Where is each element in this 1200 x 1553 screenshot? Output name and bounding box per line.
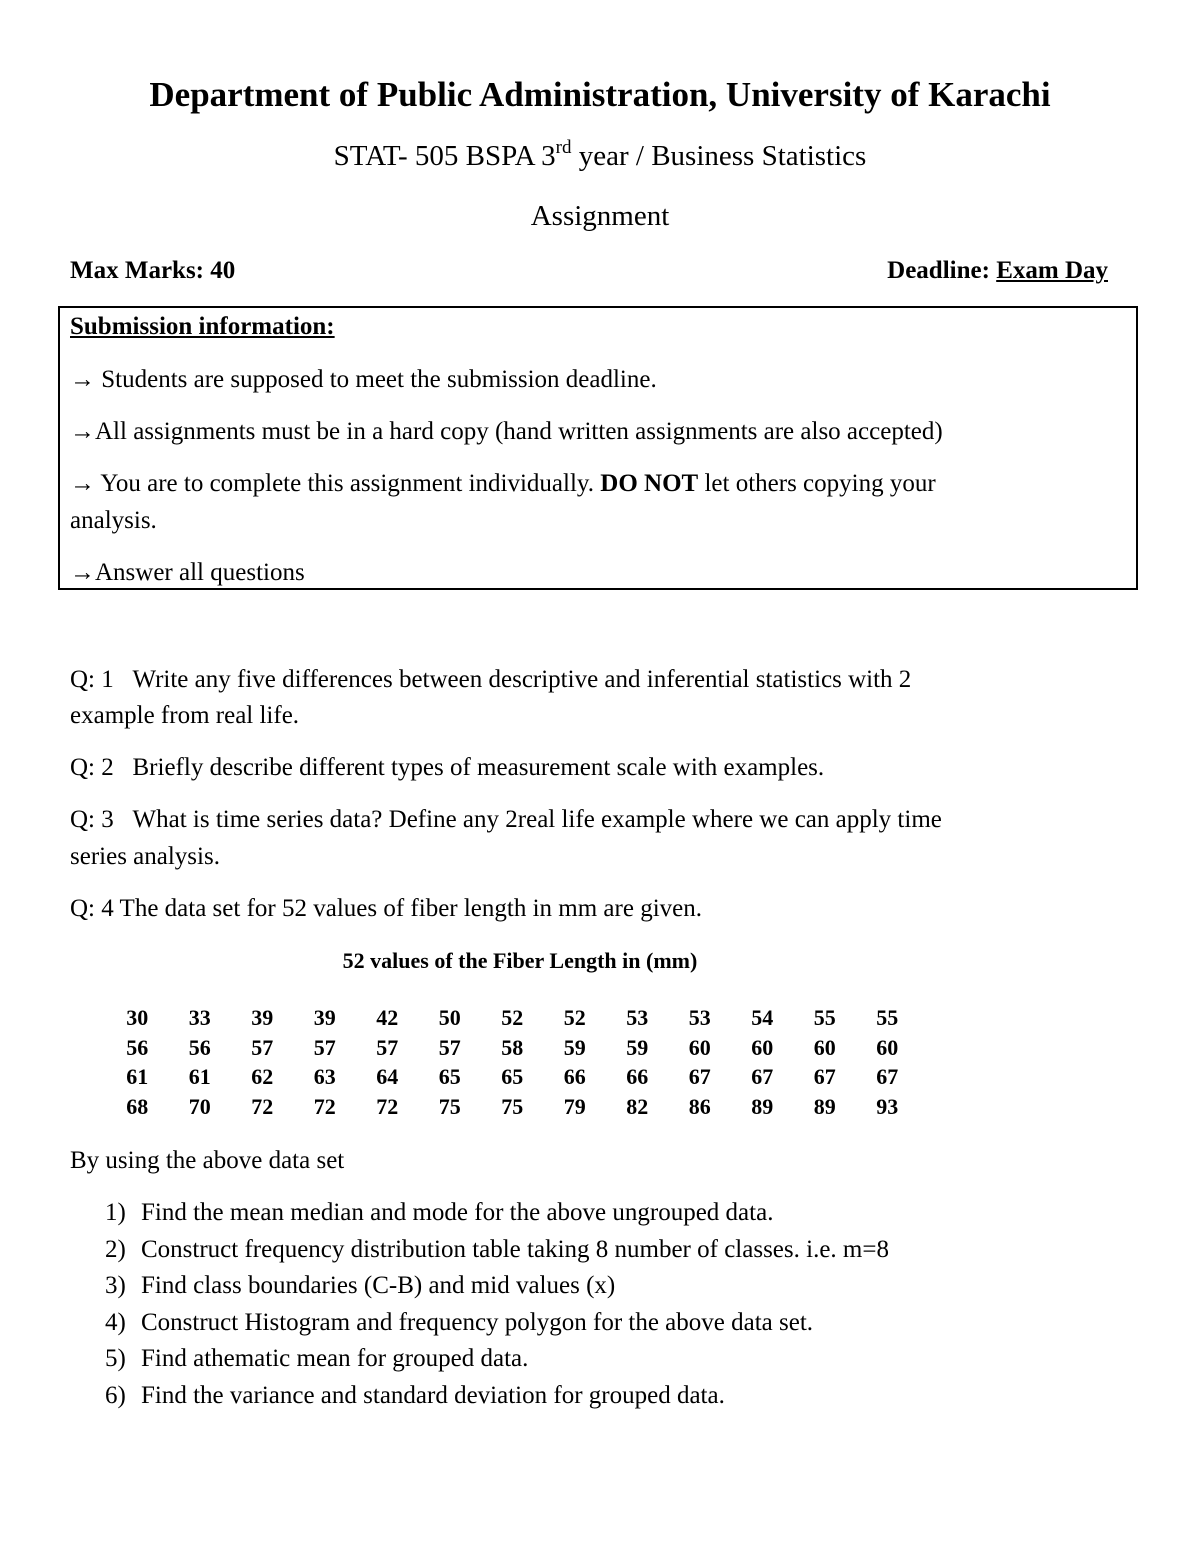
table-cell: 72 [376, 1093, 399, 1119]
table-cell: 39 [251, 1005, 274, 1031]
table-cell: 52 [563, 1005, 586, 1031]
task-list [105, 1195, 889, 1414]
table-row [106, 1033, 919, 1063]
table-cell: 53 [626, 1005, 649, 1031]
table-cell: 57 [313, 1034, 336, 1060]
table-cell: 58 [501, 1034, 524, 1060]
table-cell: 64 [376, 1064, 399, 1090]
table-cell: 70 [188, 1093, 211, 1119]
fiber-table-body [106, 1003, 919, 1121]
table-cell: 53 [688, 1005, 711, 1031]
task-text: Find athematic mean for grouped data. [141, 1345, 529, 1372]
question-3-cont: series analysis. [70, 843, 220, 870]
individual-text-start: → You are to complete this assignment individually. [70, 470, 601, 497]
submission-line-hard-copy: →All assignments must be in a hard copy (hand written assignments are also accepted) [70, 418, 943, 445]
table-cell: 54 [751, 1005, 774, 1031]
question-2-number: Q: 2 [70, 754, 114, 781]
task-text: Find the mean median and mode for the above ungrouped data. [141, 1199, 774, 1226]
task-number: 6) [105, 1381, 126, 1409]
table-cell: 56 [188, 1034, 211, 1060]
table-cell: 67 [813, 1064, 836, 1090]
table-cell: 67 [751, 1064, 774, 1090]
table-cell: 82 [626, 1093, 649, 1119]
table-cell: 52 [501, 1005, 524, 1031]
question-1-number: Q: 1 [70, 666, 114, 693]
task-number: 2) [105, 1235, 126, 1263]
table-cell: 79 [563, 1093, 586, 1119]
table-cell: 59 [563, 1034, 586, 1060]
task-text: Find class boundaries (C-B) and mid values (x) [141, 1272, 616, 1299]
table-cell: 56 [126, 1034, 149, 1060]
question-2 [70, 750, 1130, 786]
table-row [106, 1062, 919, 1092]
table-cell: 55 [876, 1005, 899, 1031]
table-cell: 59 [626, 1034, 649, 1060]
list-item [105, 1378, 889, 1415]
table-cell: 72 [251, 1093, 274, 1119]
max-marks: Max Marks: 40 [70, 257, 236, 284]
submission-heading: Submission information: [70, 313, 335, 340]
table-cell: 57 [376, 1034, 399, 1060]
table-cell: 67 [688, 1064, 711, 1090]
deadline-value: Exam Day [996, 257, 1108, 284]
list-item [105, 1305, 889, 1342]
question-1-text: Write any five differences between descriptive and inferential statistics with 2 [132, 666, 912, 693]
subtitle-course-name: year / Business Statistics [571, 140, 867, 172]
task-text: Find the variance and standard deviation for grouped data. [141, 1381, 725, 1409]
table-cell: 75 [438, 1093, 461, 1119]
task-number: 3) [105, 1272, 126, 1299]
list-item [105, 1268, 889, 1305]
table-cell: 42 [376, 1005, 399, 1031]
document-type: Assignment [530, 200, 670, 232]
deadline [887, 253, 1108, 289]
question-2-text: Briefly describe different types of measurement scale with examples. [132, 754, 825, 781]
table-cell: 62 [251, 1064, 274, 1090]
table-cell: 89 [813, 1093, 836, 1119]
task-text: Construct frequency distribution table taking 8 number of classes. i.e. m=8 [141, 1235, 889, 1263]
table-cell: 60 [751, 1034, 774, 1060]
question-3-number: Q: 3 [70, 806, 114, 833]
question-1-cont: example from real life. [70, 702, 300, 729]
question-3 [70, 802, 1130, 838]
table-cell: 66 [626, 1064, 649, 1090]
table-cell: 89 [751, 1093, 774, 1119]
table-cell: 60 [876, 1034, 899, 1060]
subtitle-course-code: STAT- 505 BSPA 3 [333, 140, 556, 172]
table-cell: 61 [126, 1064, 149, 1090]
table-cell: 39 [313, 1005, 336, 1031]
task-number: 5) [105, 1345, 126, 1372]
table-cell: 30 [126, 1005, 149, 1031]
task-number: 4) [105, 1308, 126, 1336]
table-row [106, 1003, 919, 1033]
table-cell: 65 [501, 1064, 524, 1090]
table-cell: 86 [688, 1093, 711, 1119]
document-title: Department of Public Administration, University of Karachi [149, 75, 1051, 114]
table-cell: 66 [563, 1064, 586, 1090]
table-cell: 75 [501, 1093, 524, 1119]
task-text: Construct Histogram and frequency polygon for the above data set. [141, 1308, 814, 1336]
table-cell: 63 [313, 1064, 336, 1090]
table-cell: 93 [876, 1093, 899, 1119]
submission-line-individual-cont: analysis. [70, 507, 157, 534]
submission-line-deadline: → Students are supposed to meet the submission deadline. [70, 366, 657, 393]
table-cell: 57 [251, 1034, 274, 1060]
table-cell: 61 [188, 1064, 211, 1090]
question-1 [70, 662, 1130, 698]
question-4: Q: 4 The data set for 52 values of fiber length in mm are given. [70, 895, 702, 922]
table-cell: 33 [188, 1005, 211, 1031]
tasks-intro: By using the above data set [70, 1147, 345, 1174]
table-cell: 60 [813, 1034, 836, 1060]
table-cell: 67 [876, 1064, 899, 1090]
list-item [105, 1341, 889, 1378]
table-cell: 50 [438, 1005, 461, 1031]
deadline-label: Deadline: [887, 257, 997, 284]
table-cell: 72 [313, 1093, 336, 1119]
fiber-table-title: 52 values of the Fiber Length in (mm) [342, 948, 698, 973]
question-3-text: What is time series data? Define any 2real life example where we can apply time [132, 806, 942, 833]
table-cell: 65 [438, 1064, 461, 1090]
submission-line-individual [70, 466, 1130, 502]
individual-text-end: let others copying your [698, 470, 936, 497]
table-row [106, 1092, 919, 1122]
list-item [105, 1195, 889, 1232]
do-not-emphasis: DO NOT [600, 470, 699, 497]
subtitle-ordinal-suffix: rd [555, 137, 572, 158]
table-cell: 55 [813, 1005, 836, 1031]
list-item [105, 1232, 889, 1269]
table-cell: 57 [438, 1034, 461, 1060]
course-subtitle [0, 136, 1200, 176]
table-cell: 60 [688, 1034, 711, 1060]
task-number: 1) [105, 1199, 126, 1226]
table-cell: 68 [126, 1093, 149, 1119]
fiber-length-table [106, 1003, 919, 1121]
submission-line-answer-all: →Answer all questions [70, 559, 305, 586]
